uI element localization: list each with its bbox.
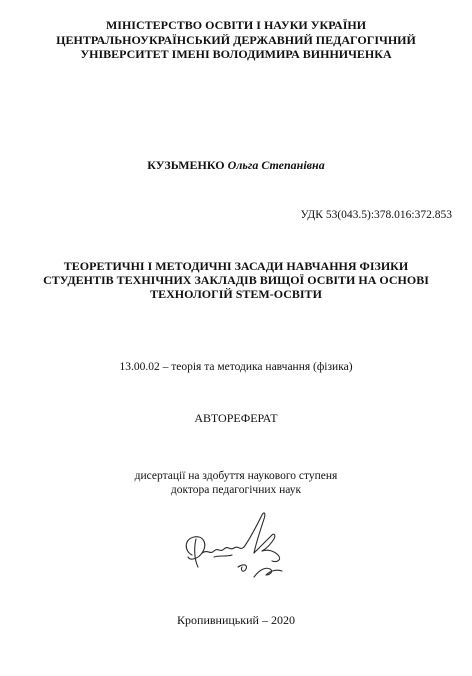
- degree-purpose: [0, 469, 472, 497]
- author-name: [0, 158, 472, 173]
- udc-code: УДК 53(043.5):378.016:372.853: [300, 209, 452, 221]
- author-surname: КУЗЬМЕНКО: [147, 158, 225, 172]
- title-line-3: ТЕХНОЛОГІЙ STEM-ОСВІТИ: [150, 287, 322, 301]
- title-line-1: ТЕОРЕТИЧНІ І МЕТОДИЧНІ ЗАСАДИ НАВЧАННЯ ФІЗИКИ: [63, 259, 409, 273]
- purpose-line-2: доктора педагогічних наук: [170, 484, 302, 496]
- document-type: АВТОРЕФЕРАТ: [194, 411, 278, 425]
- title-line-2: СТУДЕНТІВ ТЕХНІЧНИХ ЗАКЛАДІВ ВИЩОЇ ОСВІТИ НА ОСНОВІ: [43, 273, 429, 287]
- institution-line-3: УНІВЕРСИТЕТ ІМЕНІ ВОЛОДИМИРА ВИННИЧЕНКА: [80, 47, 392, 61]
- place-and-year: Кропивницький – 2020: [177, 613, 295, 627]
- specialty-line: 13.00.02 – теорія та методика навчання (фізика): [119, 361, 353, 373]
- handwritten-signature: [178, 505, 298, 585]
- institution-header: [0, 18, 472, 62]
- purpose-line-1: дисертації на здобуття наукового ступеня: [134, 470, 338, 482]
- author-given-names: Ольга Степанівна: [227, 158, 325, 172]
- institution-line-1: МІНІСТЕРСТВО ОСВІТИ І НАУКИ УКРАЇНИ: [105, 18, 367, 32]
- thesis-title: [0, 259, 472, 301]
- institution-line-2: ЦЕНТРАЛЬНОУКРАЇНСЬКИЙ ДЕРЖАВНИЙ ПЕДАГОГІЧНИЙ: [56, 32, 416, 47]
